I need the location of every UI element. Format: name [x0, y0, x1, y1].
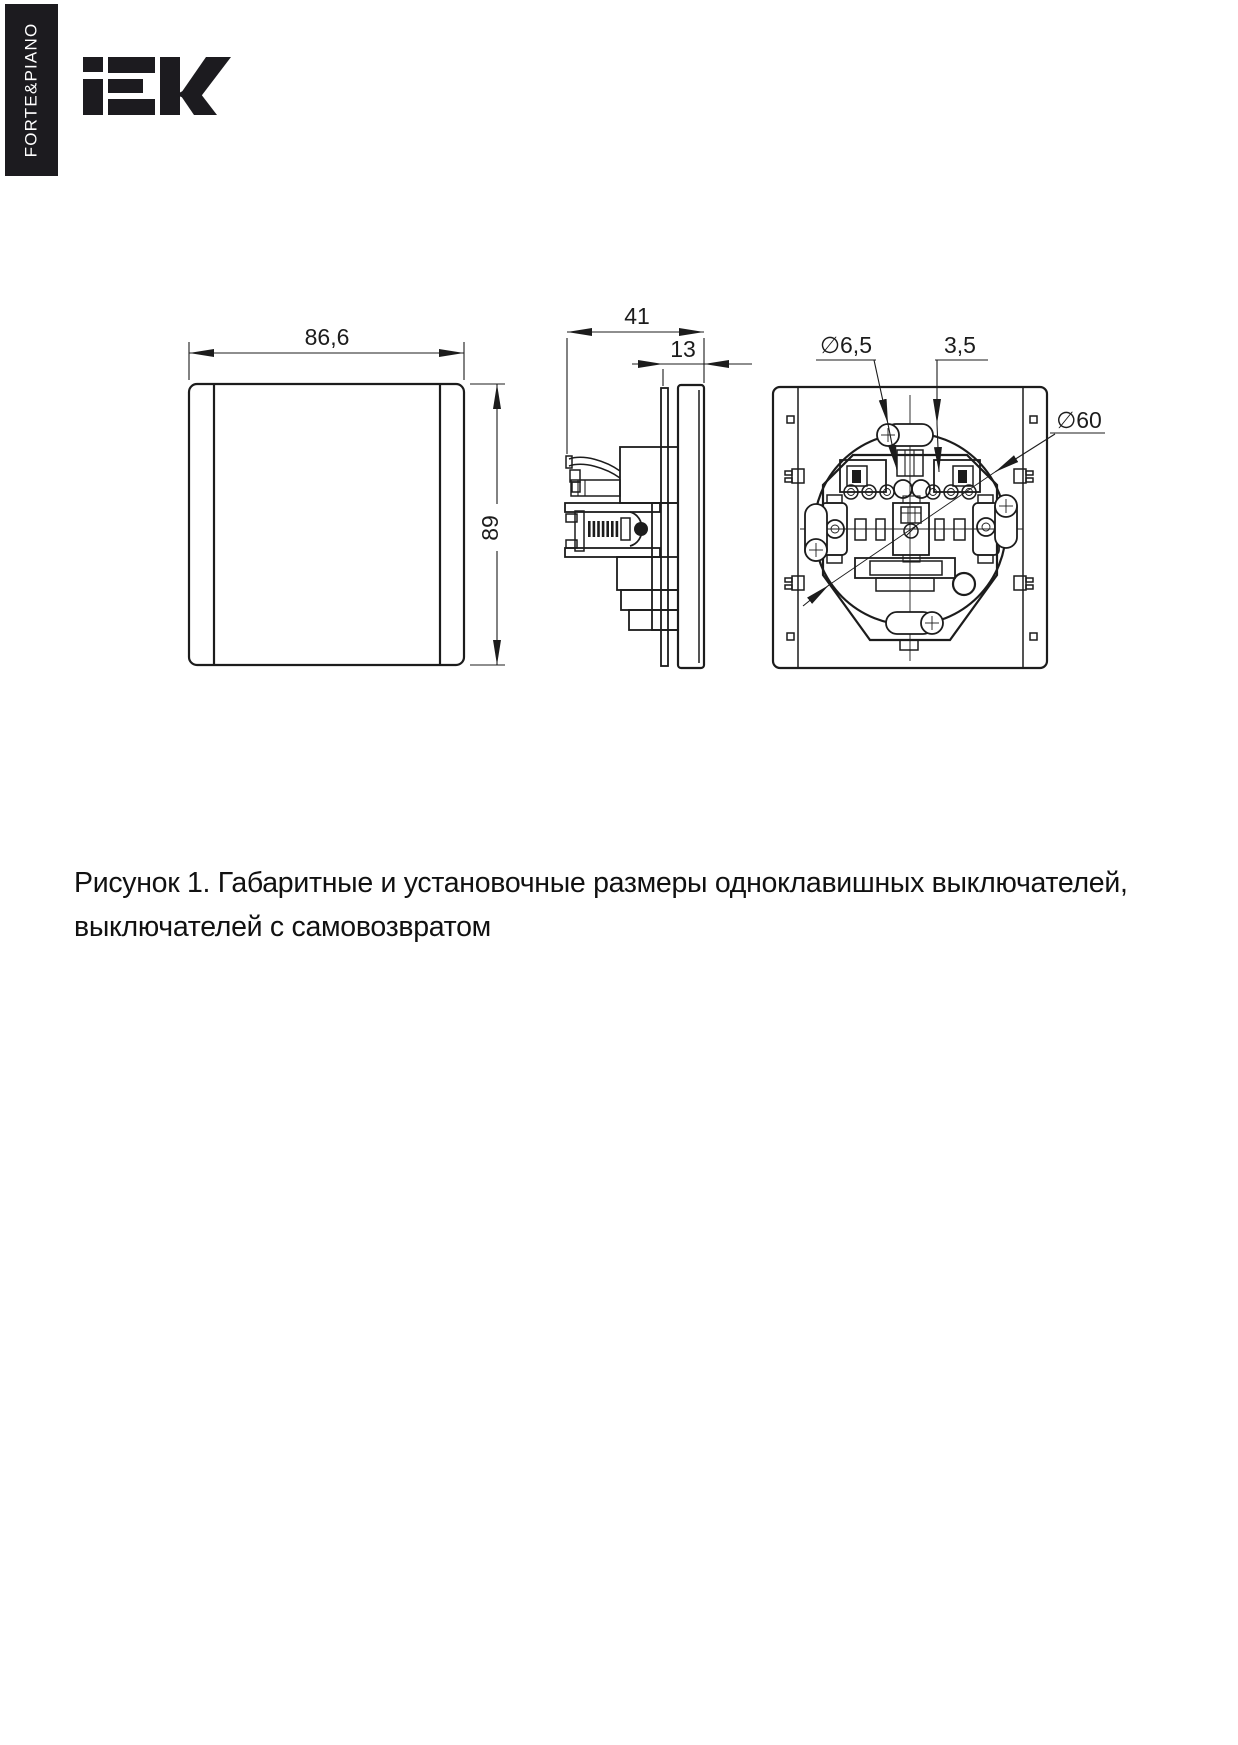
mount-hole-value: ∅6,5: [819, 332, 873, 358]
rear-view: [773, 332, 1105, 668]
box-diameter-value: ∅60: [1056, 407, 1102, 433]
brand-series-label: FORTE&PIANO: [21, 22, 41, 158]
side-frame-depth-value: 13: [670, 336, 696, 362]
figure-caption-line1: Рисунок 1. Габаритные и установочные размеры одноклавишных выключателей,: [74, 867, 1128, 899]
side-frame-depth-dimension: [632, 336, 752, 386]
front-height-value: 89: [477, 515, 503, 541]
front-view: [189, 324, 505, 665]
box-diameter-leader: [803, 407, 1105, 606]
figure-caption: [74, 861, 1194, 949]
side-depth-value: 41: [624, 303, 650, 329]
slot-width-leader: [935, 332, 988, 472]
front-width-dimension: [189, 324, 464, 380]
side-view: [565, 303, 752, 668]
front-height-dimension: [470, 384, 505, 665]
slot-width-value: 3,5: [944, 332, 976, 358]
side-depth-dimension: [567, 303, 704, 454]
front-width-value: 86,6: [304, 324, 350, 350]
screw-thread: [588, 521, 618, 537]
figure-caption-line2: выключателей с самовозвратом: [74, 911, 491, 943]
